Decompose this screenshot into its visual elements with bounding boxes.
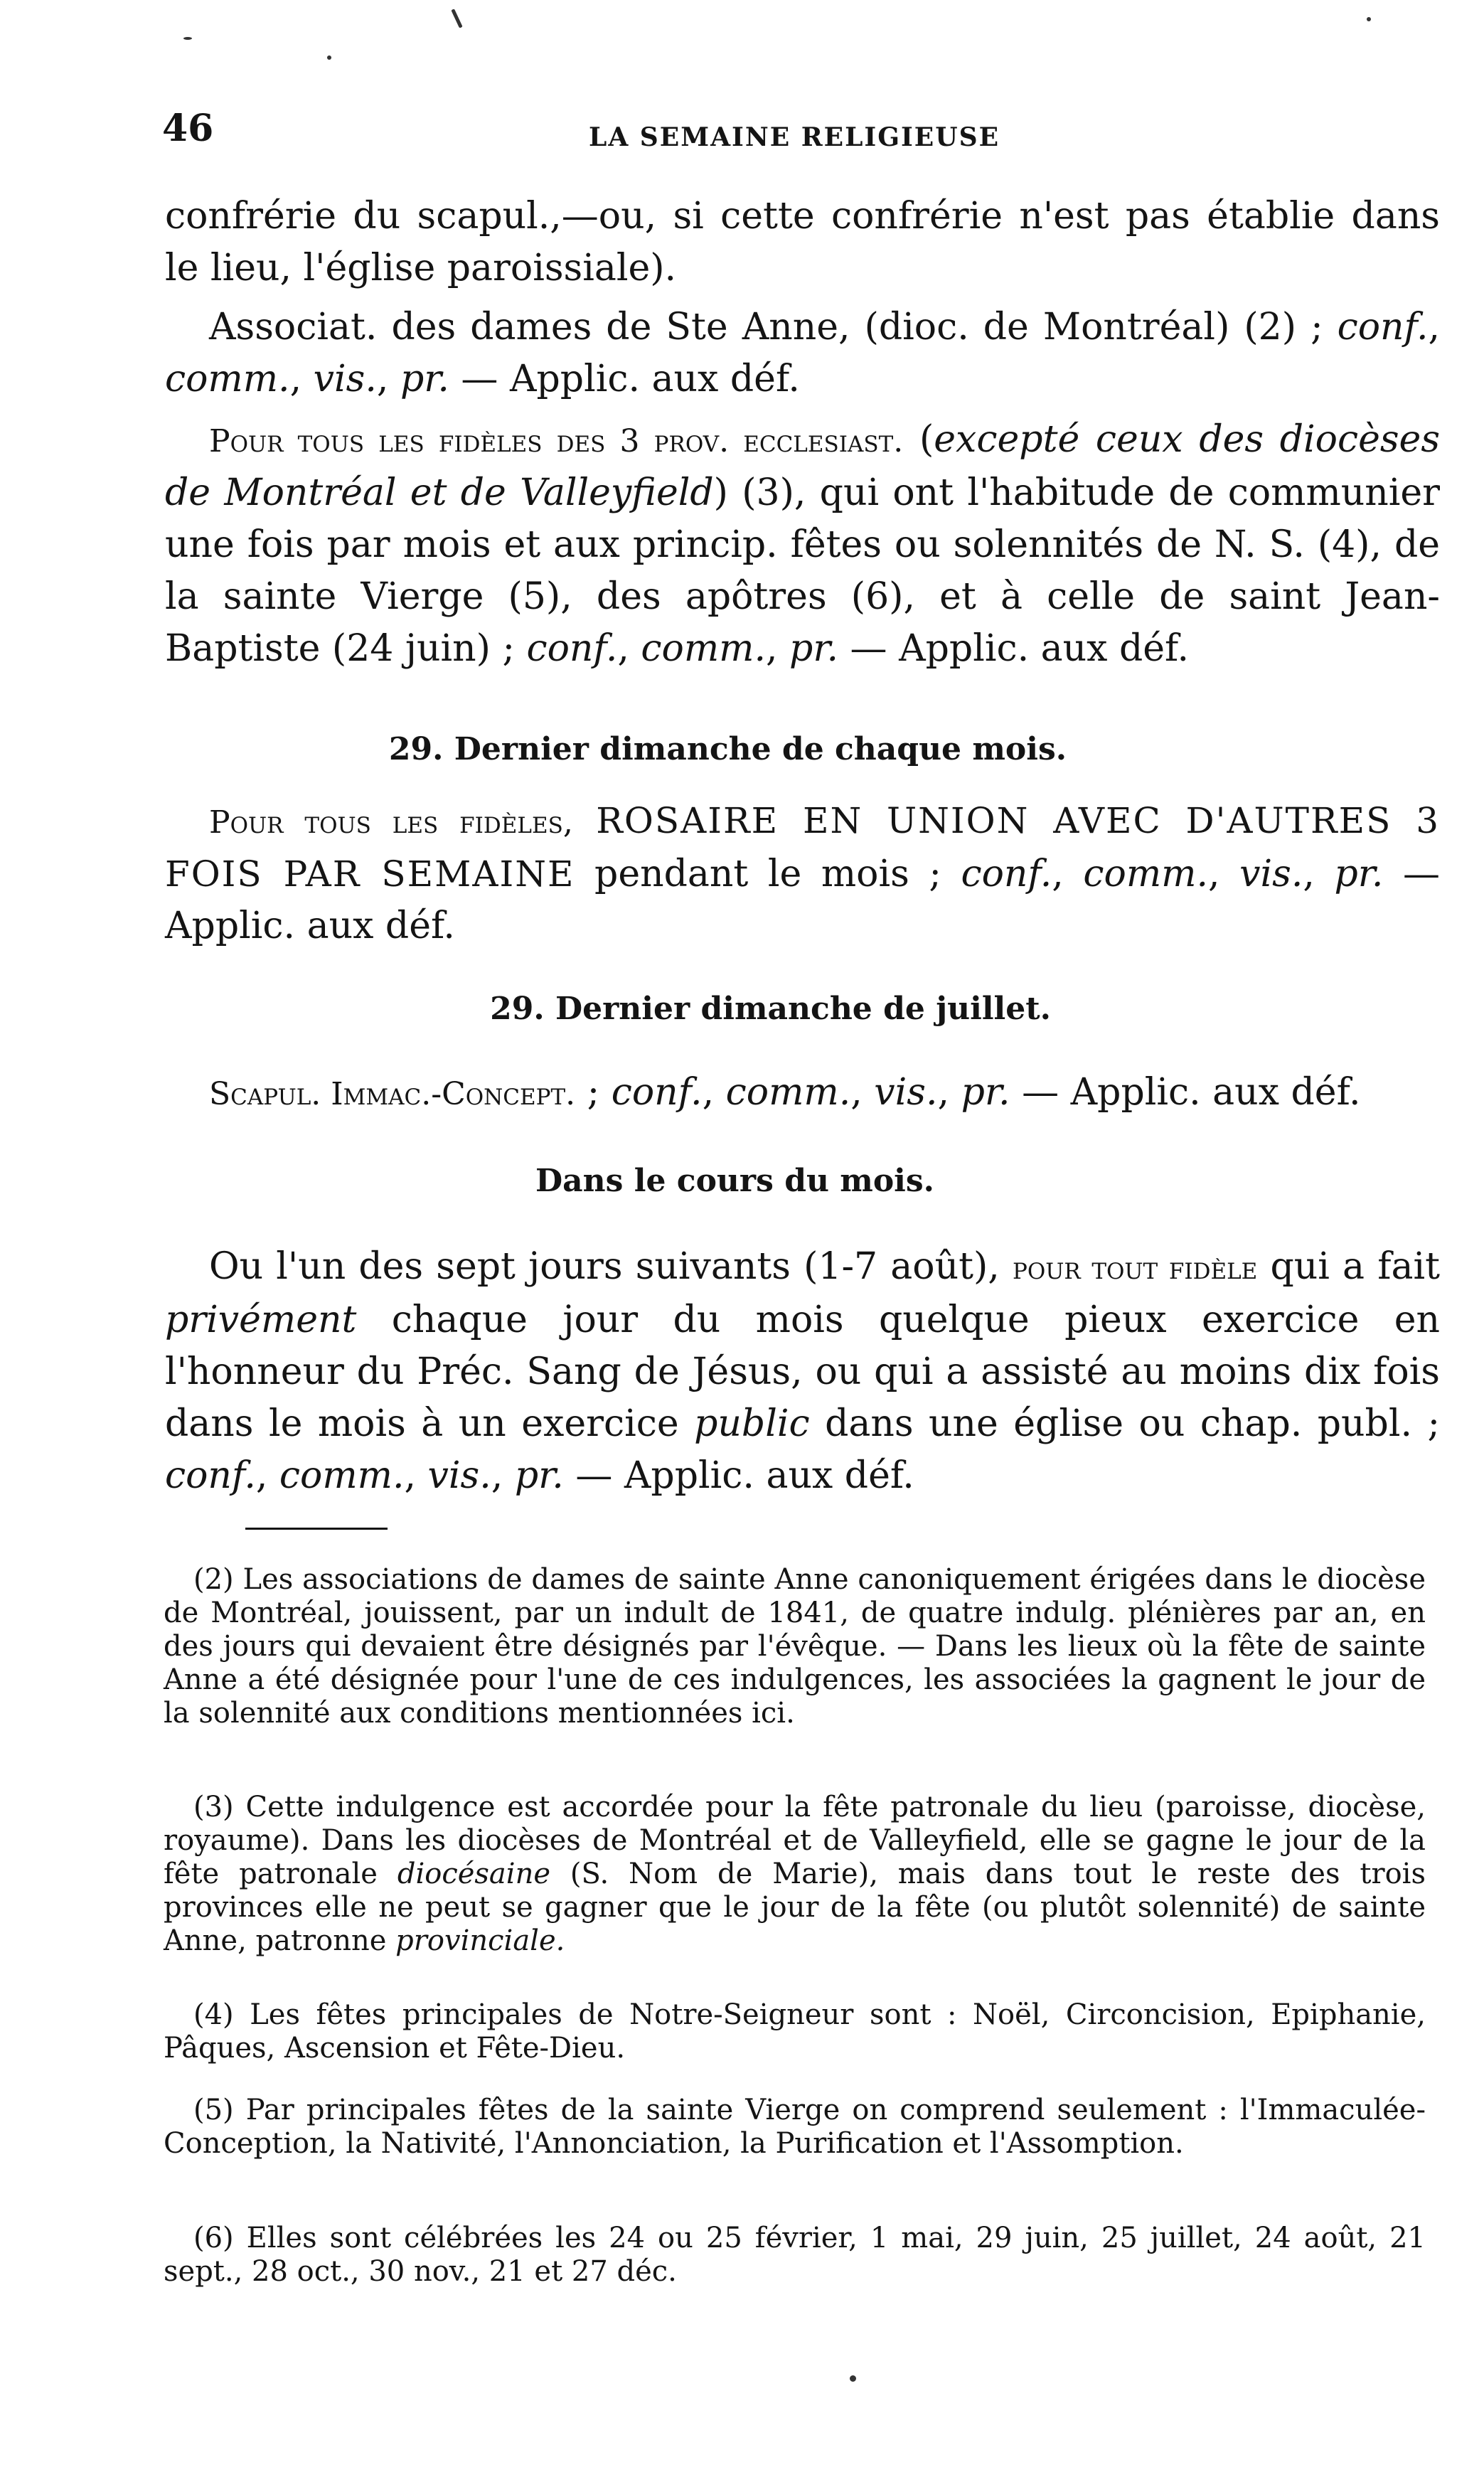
footnote-rule	[245, 1528, 388, 1530]
heading-29-juillet: 29. Dernier dimanche de juillet.	[490, 991, 1051, 1027]
footnote-4: (4) Les fêtes principales de Notre-Seigneur sont : Noël, Circoncision, Epiphanie, Pâques, Ascension et Fête-Dieu.	[164, 1998, 1426, 2065]
running-head	[162, 107, 1442, 156]
paragraph-pour-tous: Pour tous les fidèles des 3 prov. ecclesiast. (excepté ceux des diocèses de Montréal et de Valleyfield) (3), qui ont l'habitude de communier une fois par mois et aux princip. fêtes ou solennités de N. S. (4), de la sainte Vierge (5), des apôtres (6), et à celle de saint Jean-Baptiste (24 juin) ; conf., comm., pr. — Applic. aux déf.	[165, 418, 1441, 670]
scan-speck	[327, 55, 331, 60]
page-number: 46	[162, 107, 214, 150]
scan-speck	[183, 37, 192, 40]
heading-cours-du-mois: Dans le cours du mois.	[535, 1163, 934, 1199]
scan-speck	[850, 2375, 856, 2382]
scan-speck	[451, 9, 462, 28]
paragraph-associat: Associat. des dames de Ste Anne, (dioc. de Montréal) (2) ; conf., comm., vis., pr. — Applic. aux déf.	[165, 306, 1440, 400]
footnote-3: (3) Cette indulgence est accordée pour la fête patronale du lieu (paroisse, diocèse, royaume). Dans les diocèses de Montréal et de Valleyfield, elle se gagne le jour de la fête patronale diocésaine (S. Nom de Marie), mais dans tout le reste des trois provinces elle ne peut se gagner que le jour de la fête (ou plutôt solennité) de sainte Anne, patronne provinciale.	[164, 1791, 1426, 1957]
footnote-6: (6) Elles sont célébrées les 24 ou 25 février, 1 mai, 29 juin, 25 juillet, 24 août, 21 sept., 28 oct., 30 nov., 21 et 27 déc.	[164, 2222, 1426, 2288]
paragraph-scapul: Scapul. Immac.-Concept. ; conf., comm., vis., pr. — Applic. aux déf.	[209, 1071, 1361, 1114]
paragraph-rosaire: Pour tous les fidèles, ROSAIRE EN UNION AVEC D'AUTRES 3 FOIS PAR SEMAINE pendant le mois ; conf., comm., vis., pr. — Applic. aux déf.	[165, 800, 1441, 947]
scan-speck	[1367, 17, 1371, 21]
heading-29-chaque-mois: 29. Dernier dimanche de chaque mois.	[388, 731, 1067, 767]
footnote-2: (2) Les associations de dames de sainte Anne canoniquement érigées dans le diocèse de Montréal, jouissent, par un indult de 1841, de quatre indulg. plénières par an, en des jours qui devaient être désignés par l'évêque. — Dans les lieux où la fête de sainte Anne a été désignée pour l'une de ces indulgences, les associées la gagnent le jour de la solennité aux conditions mentionnées ici.	[164, 1563, 1426, 1730]
paragraph-precieux-sang: Ou l'un des sept jours suivants (1-7 août), pour tout fidèle qui a fait privément chaque jour du mois quelque pieux exercice en l'honneur du Préc. Sang de Jésus, ou qui a assisté au moins dix fois dans le mois à un exercice public dans une église ou chap. publ. ; conf., comm., vis., pr. — Applic. aux déf.	[165, 1245, 1440, 1497]
paragraph-confrerie: confrérie du scapul.,—ou, si cette confrérie n'est pas établie dans le lieu, l'église paroissiale).	[165, 195, 1440, 289]
footnote-5: (5) Par principales fêtes de la sainte Vierge on comprend seulement : l'Immaculée-Conception, la Nativité, l'Annonciation, la Purification et l'Assomption.	[164, 2094, 1426, 2160]
running-title: LA SEMAINE RELIGIEUSE	[589, 122, 1000, 152]
